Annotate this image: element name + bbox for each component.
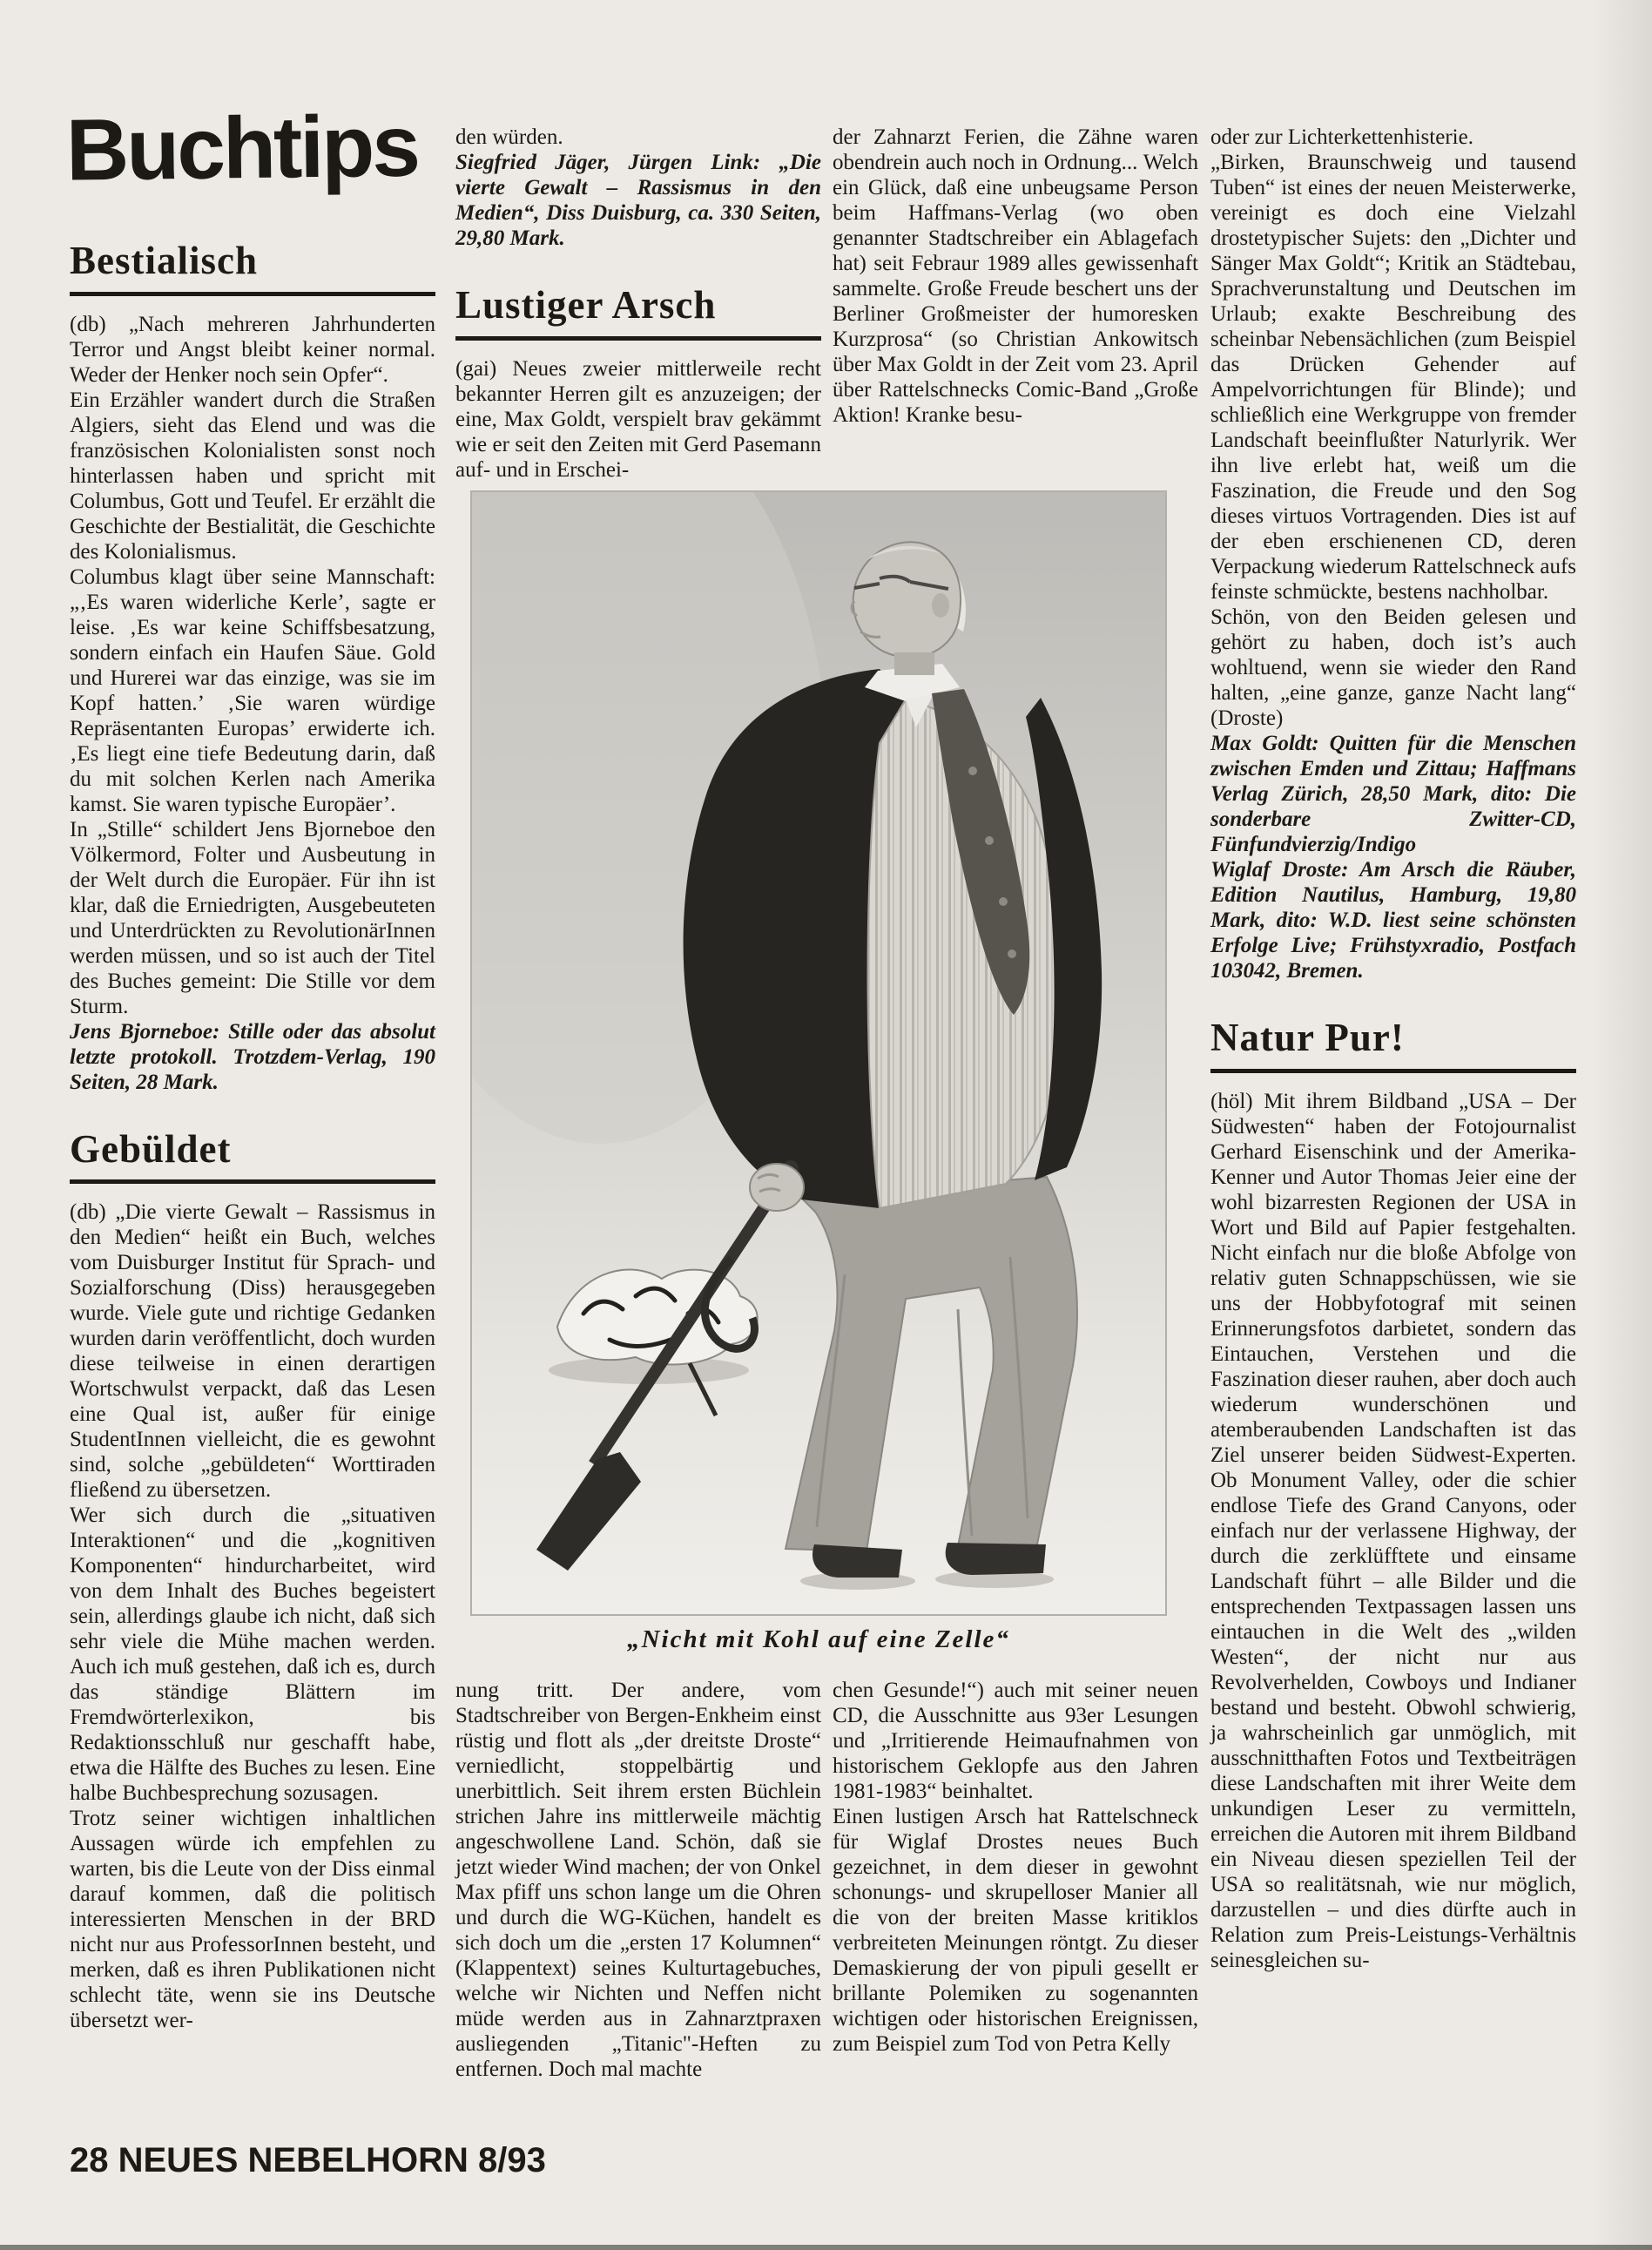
section-heading-bestialisch: Bestialisch [70,240,435,296]
column-2-bottom [455,1678,821,2082]
section-heading-natur-pur: Natur Pur! [1210,1017,1576,1073]
section-heading-lustiger-arsch: Lustiger Arsch [455,284,821,341]
photo-caption: „Nicht mit Kohl auf eine Zelle“ [627,1625,1010,1653]
column-2-top [455,125,821,483]
paragraph: In „Stille“ schildert Jens Bjorneboe den Völkermord, Folter und Ausbeutung in der Welt durch die Europäer. Für ihn ist klar, daß die Erniedrigten, Ausgebeuteten und Unterdrückten zu RevolutionärInnen werden müssen, und so ist auch der Titel des Buches gemeint: Die Stille vor dem Sturm. [70,817,435,1018]
column-3-bottom [833,1678,1198,2057]
paragraph: (db) „Die vierte Gewalt – Rassismus in den Medien“ heißt ein Buch, welches vom Duisburger Institut für Sprach- und Sozialforschung (Diss) herausgegeben wurde. Viele gute und richtige Gedanken wurden darin veröffentlicht, doch wurden diese teilweise in einen derartigen Wortschwulst verpackt, daß das Lesen eine Qual ist, außer für einige StudentInnen vielleicht, die es gewohnt sind, solche „gebüldeten“ Worttiraden fließend zu übersetzen. [70,1200,435,1502]
paragraph: „Birken, Braunschweig und tausend Tuben“ ist eines der neuen Meisterwerke, vereinigt es doch eine Vielzahl drostetypischer Sujets: den „Dichter und Sänger Max Goldt“; Kritik an Städtebau, Sprachverunstaltung und Deutschen im Urlaub; exakte Beschreibung des scheinbar Nebensächlichen (zum Beispiel das Drücken Gehender auf Ampelvorrichtungen für Blinde); und schließlich eine Werkgruppe von fremder Landschaft beeinflußter Naturlyrik. Wer ihn live erlebt hat, weiß um die Faszination, die Freude und den Sog dieses virtuos Vortragenden. Dies ist auf der eben erschienenen CD, deren Verpackung wiederum Rattelschneck aufs feinste schmückte, bestens nachholbar. [1210,151,1576,604]
paragraph: Ein Erzähler wandert durch die Straßen Algiers, sieht das Elend und was die französischen Kolonialisten sonst noch hinterlassen haben und spricht mit Columbus, Gott und Teufel. Er erzählt die Geschichte der Bestialität, die Geschichte des Kolonialismus. [70,388,435,564]
column-4 [1210,125,1576,1973]
column-3-top [833,125,1198,428]
page-footer-credit: 28 NEUES NEBELHORN 8/93 [70,2141,546,2179]
scan-edge-line [0,2245,1652,2250]
paragraph: der Zahnarzt Ferien, die Zähne waren obendrein auch noch in Ordnung... Welch ein Glück, daß eine unbeugsame Person beim Haffmans-Verlag (wo oben genannter Stadtschreiber ein Ablagefach hat) seit Febraur 1989 alles gewissenhaft sammelte. Große Freude beschert uns der Berliner Großmeister der humoresken Kurzprosa“ (so Christian Ankowitsch über Max Goldt in der Zeit vom 23. April über Rattelschnecks Comic-Band „Große Aktion! Kranke besu- [833,125,1198,427]
book-reference: Jens Bjorneboe: Stille oder das absolut letzte protokoll. Trotzdem-Verlag, 190 Seiten, 28 Mark. [70,1019,435,1094]
paragraph: oder zur Lichterkettenhisterie. [1210,125,1473,149]
paragraph: Trotz seiner wichtigen inhaltlichen Aussagen würde ich empfehlen zu warten, bis die Leute von der Diss einmal darauf kommen, daß die politisch interessierten Menschen in der BRD nicht nur aus ProfessorInnen besteht, und merken, daß es ihren Publikationen nicht schlecht täte, wenn sie ins Deutsche übersetzt wer- [70,1807,435,2032]
paragraph: den würden. [455,125,563,149]
paragraph: Schön, von den Beiden gelesen und gehört zu haben, doch ist’s auch wohltuend, wenn sie wieder den Rand halten, „eine ganze, ganze Nacht lang“ (Droste) [1210,605,1576,730]
section-heading-gebueldet: Gebüldet [70,1128,435,1185]
column-1 [65,97,435,2033]
book-reference: Max Goldt: Quitten für die Menschen zwischen Emden und Zittau; Haffmans Verlag Zürich, 28,50 Mark, dito: Die sonderbare Zwitter-CD, Fünfundvierzig/Indigo [1210,732,1576,856]
photo-illustration [470,490,1167,1616]
paragraph: Columbus klagt über seine Mannschaft: „‚Es waren widerliche Kerle’, sagte er leise. ‚Es war keine Schiffsbesatzung, sondern einfach ein Haufen Säue. Gold und Hurerei war das einzige, was sie im Kopf hatten.’ ‚Sie waren würdige Repräsentanten Europas’ erwiderte ich. ‚Es liegt eine tiefe Bedeutung darin, daß du mit solchen Kerlen nach Amerika kamst. Sie waren typische Europäer’. [70,564,435,816]
paragraph: (db) „Nach mehreren Jahrhunderten Terror und Angst bleibt keiner normal. Weder der Henker noch sein Opfer“. [70,312,435,387]
paragraph: chen Gesunde!“) auch mit seiner neuen CD, die Ausschnitte aus 93er Lesungen und „Irritierende Heimaufnahmen von historischem Geklopfe aus den Jahren 1981-1983“ beinhaltet. [833,1679,1198,1803]
book-reference: Wiglaf Droste: Am Arsch die Räuber, Edition Nautilus, Hamburg, 19,80 Mark, dito: W.D. liest seine schönsten Erfolge Live; Frühstyxradio, Postfach 103042, Bremen. [1210,858,1576,983]
book-reference: Siegfried Jäger, Jürgen Link: „Die vierte Gewalt – Rassismus in den Medien“, Diss Duisburg, ca. 330 Seiten, 29,80 Mark. [455,151,821,250]
scan-edge-shading [1591,0,1652,2250]
paragraph: Wer sich durch die „situativen Interaktionen“ und die „kognitiven Komponenten“ hindurcharbeitet, wird von dem Inhalt des Buches begeistert sein, allerdings glaube ich nicht, daß sich sehr viele die Mühe machen werden. Auch ich muß gestehen, daß ich es, durch das ständige Blättern im Fremdwörterlexikon, bis Redaktionsschluß nur geschafft habe, etwa die Hälfte des Buches zu lesen. Eine halbe Buchbesprechung sozusagen. [70,1503,435,1805]
magazine-title: Buchtips [65,97,419,199]
paragraph: (gai) Neues zweier mittlerweile recht bekannter Herren gilt es anzuzeigen; der eine, Max Goldt, verspielt brav gekämmt wie er seit den Zeiten mit Gerd Pasemann auf- und in Erschei- [455,356,821,482]
paragraph: nung tritt. Der andere, vom Stadtschreiber von Bergen-Enkheim einst rüstig und flott als „der dreitste Droste“ verniedlicht, stoppelbärtig und unerbittlich. Seit ihrem ersten Büchlein strichen Jahre ins mittlerweile mächtig angeschwollene Land. Schön, daß sie jetzt wieder Wind machen; der von Onkel Max pfiff uns schon lange um die Ohren und durch die WG-Küchen, handelt es sich doch um die „ersten 17 Kolumnen“ (Klappentext) seines Kulturtagebuches, welche wir Nichten und Neffen nicht müde werden aus in Zahnarztpraxen ausliegenden „Titanic"-Heften zu entfernen. Doch mal machte [455,1679,821,2081]
kohl-rifle-photo [470,490,1167,1616]
paragraph: (höl) Mit ihrem Bildband „USA – Der Südwesten“ haben der Fotojournalist Gerhard Eisenschink und der Amerika-Kenner und Autor Thomas Jeier eine der wohl bizarresten Regionen der USA in Wort und Bild auf Papier festgehalten. Nicht einfach nur die bloße Abfolge von relativ guten Schnappschüssen, wie sie uns der Hobbyfotograf mit seinen Erinnerungsfotos darbietet, sondern das Eintauchen, Verstehen und die Faszination dieser rauhen, aber doch auch wiederum wunderschönen und atemberaubenden Landschaften ist das Ziel unserer beiden Südwest-Experten. Ob Monument Valley, oder die schier endlose Tiefe des Grand Canyons, oder einfach nur der verlassene Highway, der durch die zerklüfftete und einsame Landschaft führt – alle Bilder und die entsprechenden Textpassagen lassen uns eintauchen in die Welt des „wilden Westen“, der nicht nur aus Revolverhelden, Cowboys und Indianer bestand und besteht. Obwohl schwierig, ja wahrscheinlich gar unmöglich, mit ausschnitthaften Fotos und Textbeiträgen diese Landschaften mit ihrer Weite dem unkundigen Leser zu vermitteln, erreichen die Autoren mit ihrem Bildband ein Niveau diesen speziellen Teil der USA so realitätsnah, wie nur möglich, darzustellen – und dies dürfte auch in Relation zum Preis-Leistungs-Verhältnis seinesgleichen su- [1210,1089,1576,1972]
paragraph: Einen lustigen Arsch hat Rattelschneck für Wiglaf Drostes neues Buch gezeichnet, in dem dieser in gewohnt schonungs- und skrupelloser Manier all die von der breiten Masse kritiklos verbreiteten Meinungen röntgt. Zu dieser Demaskierung der von pipuli gesellt er brillante Polemiken zu sogenannten wichtigen oder historischen Ereignissen, zum Beispiel zum Tod von Petra Kelly [833,1805,1198,2056]
